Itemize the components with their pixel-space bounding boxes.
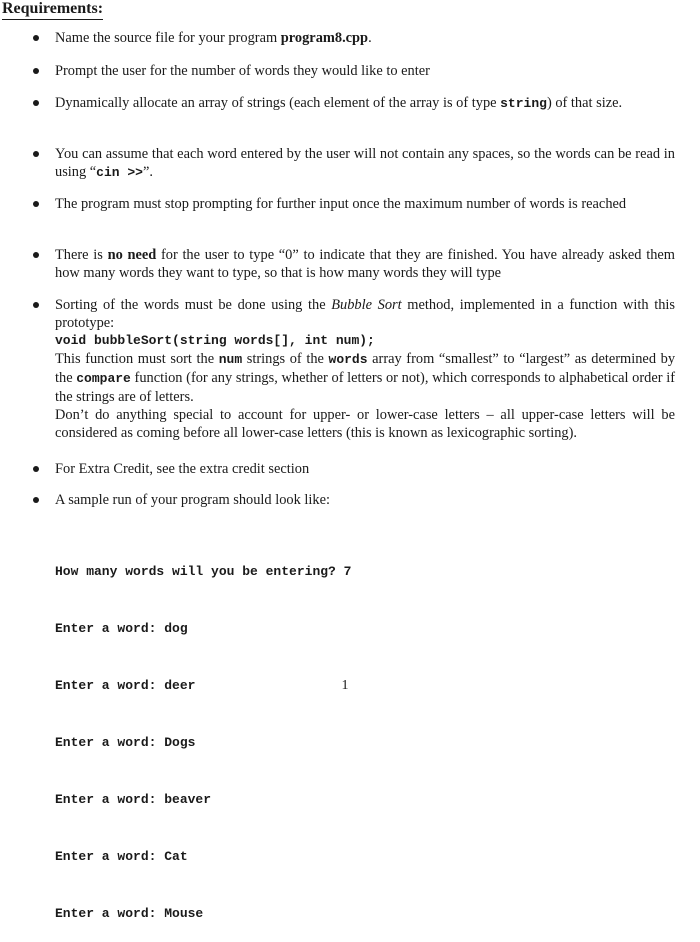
- requirement-item-1: [55, 29, 675, 47]
- requirement-item-8: [55, 460, 675, 478]
- sample-run: [55, 524, 351, 942]
- item-4-text: You can assume that each word entered by the user will not contain any spaces, so the words can be read in using “: [55, 146, 675, 180]
- item-8-text: For Extra Credit, see the extra credit section: [55, 461, 310, 477]
- item-7-code-words: words: [328, 352, 368, 367]
- sample-line: Enter a word: Mouse: [55, 906, 204, 921]
- item-1-end: .: [368, 30, 372, 46]
- requirements-heading: Requirements:: [2, 0, 103, 20]
- sample-line: Enter a word: Cat: [55, 849, 188, 864]
- item-7-text-f: function (for any strings, whether of letters or not), which corresponds to alphabetical order if the strings are of letters.: [55, 370, 675, 405]
- item-3-code: string: [500, 96, 547, 111]
- item-5-text: The program must stop prompting for further input once the maximum number of words is reached: [55, 196, 627, 212]
- requirement-item-6: [55, 246, 675, 282]
- sample-line: Enter a word: beaver: [55, 792, 212, 807]
- sample-line: Enter a word: Dogs: [55, 735, 196, 750]
- item-6-end: for the user to type “0” to indicate that they are finished. You have already asked them how many words they want to type, so that is how many words they will type: [55, 247, 675, 281]
- item-7-text: Sorting of the words must be done using the: [55, 297, 332, 313]
- item-7-code-num: num: [218, 352, 243, 367]
- requirement-item-7: [55, 296, 675, 442]
- item-7-italic: Bubble Sort: [331, 297, 402, 313]
- item-6-bold: no need: [107, 247, 157, 263]
- item-7-code-compare: compare: [76, 371, 131, 386]
- sample-line: Enter a word: dog: [55, 621, 188, 636]
- requirement-item-3: [55, 94, 675, 113]
- item-2-text: Prompt the user for the number of words they would like to enter: [55, 63, 430, 79]
- item-9-text: A sample run of your program should look like:: [55, 492, 330, 508]
- item-7-text-e: array from “smallest” to “largest” as determined by the: [55, 351, 676, 386]
- requirement-item-2: [55, 62, 675, 80]
- item-7-text-g: Don’t do anything special to account for upper- or lower-case letters – all upper-case letters will be considered as coming before all lower-case letters (this is known as lexicographic sorting).: [55, 407, 675, 441]
- item-4-end: ”.: [142, 164, 153, 180]
- item-7-text-d: strings of the: [242, 351, 329, 367]
- requirement-item-4: [55, 145, 675, 182]
- item-3-text: Dynamically allocate an array of strings (each element of the array is of type: [55, 95, 501, 111]
- requirement-item-5: [55, 195, 675, 213]
- item-3-end: ) of that size.: [546, 95, 623, 111]
- item-1-filename: program8.cpp: [280, 30, 369, 46]
- item-7-prototype: void bubbleSort(string words[], int num);: [55, 333, 375, 348]
- item-6-text: There is: [55, 247, 108, 263]
- item-4-code: cin >>: [96, 165, 143, 180]
- item-7-text-c: This function must sort the: [55, 351, 219, 367]
- sample-line: Enter a word: deer: [55, 678, 196, 693]
- item-7-text-b: method, implemented in a function with this prototype:: [55, 297, 675, 331]
- item-1-text: Name the source file for your program: [55, 30, 281, 46]
- sample-line: How many words will you be entering? 7: [55, 564, 352, 579]
- requirement-item-9: [55, 491, 675, 509]
- page-number: 1: [341, 678, 349, 693]
